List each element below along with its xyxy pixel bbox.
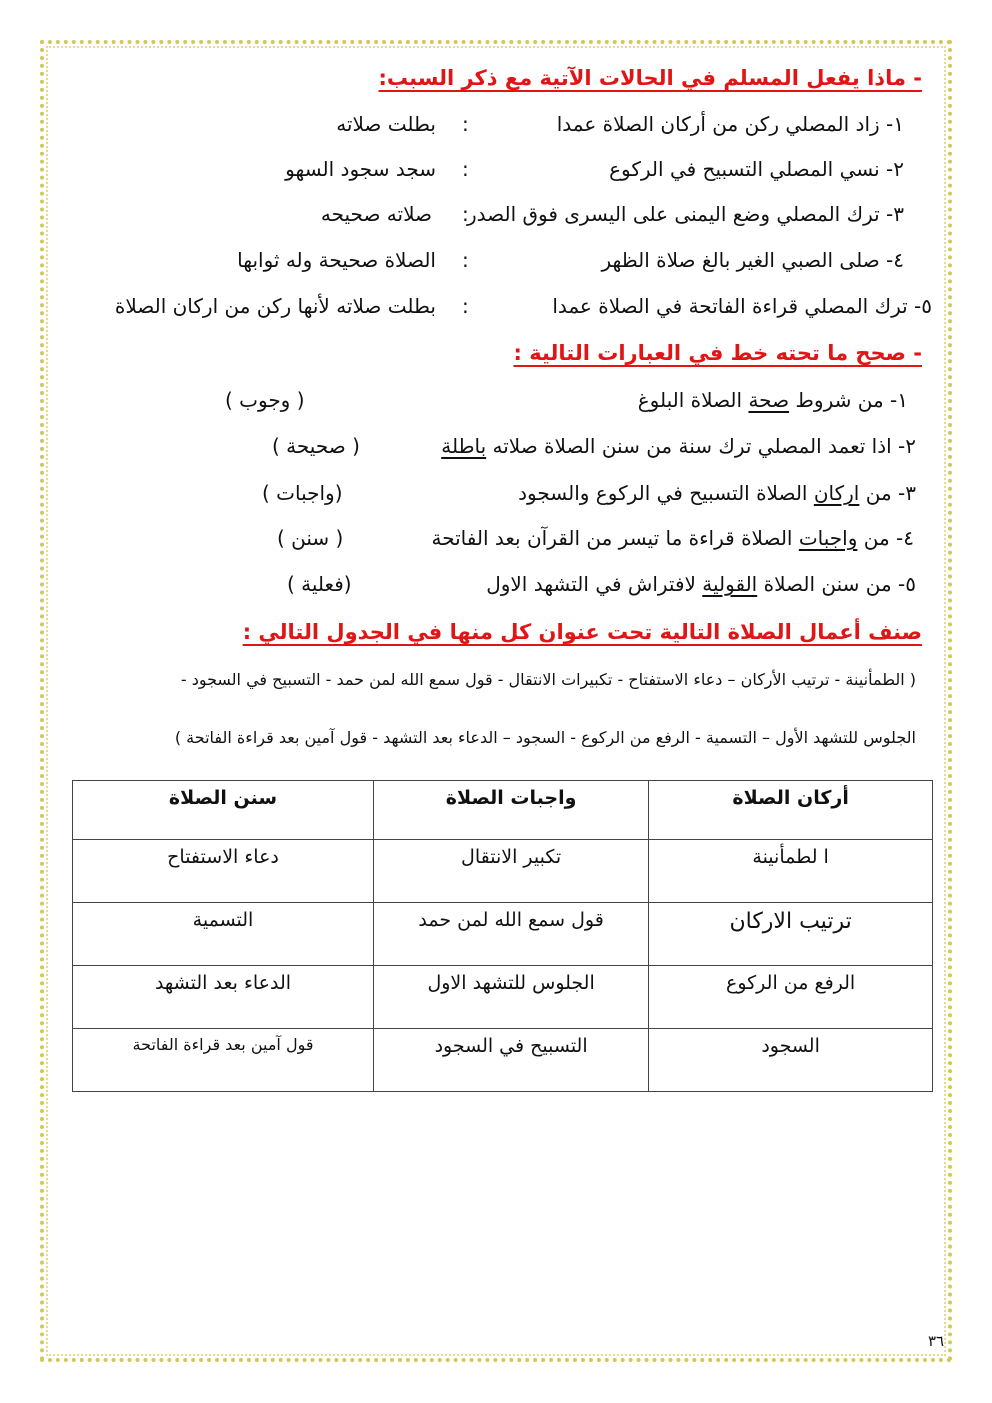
table-row: [73, 840, 933, 903]
header-obligations: واجبات الصلاة: [374, 781, 649, 840]
table-cell: التسبيح في السجود: [374, 1029, 649, 1092]
options-line-1: ( الطمأنينة - ترتيب الأركان – دعاء الاستفتاح - تكبيرات الانتقال - قول سمع الله لمن حمد - التسبيح في السجود -: [180, 670, 916, 689]
s2-correction-2: ( صحيحة ): [272, 434, 360, 458]
s2-correction-3: (واجبات ): [262, 481, 343, 505]
table-cell: السجود: [649, 1029, 933, 1092]
s2-correction-1: ( وجوب ): [225, 388, 305, 412]
s2-statement-5: ٥- من سنن الصلاة القولية لافتراش في التشهد الاول: [486, 572, 916, 596]
s2-correction-4: ( سنن ): [277, 526, 344, 550]
s2-underlined-1: صحة: [748, 388, 790, 412]
s1-answer-3: صلاته صحيحه: [320, 202, 432, 226]
s2-underlined-2: باطلة: [441, 434, 487, 458]
s1-answer-1: بطلت صلاته: [336, 112, 436, 136]
s2-statement-2: ٢- اذا تعمد المصلي ترك سنة من سنن الصلاة صلاته باطلة: [441, 434, 916, 458]
s1-colon: :: [462, 157, 469, 181]
s2-underlined-4: واجبات: [798, 526, 858, 550]
s1-colon: :: [462, 112, 469, 136]
s2-statement-4: ٤- من واجبات الصلاة قراءة ما تيسر من القرآن بعد الفاتحة: [431, 526, 914, 550]
section2-title: - صحح ما تحته خط في العبارات التالية :: [513, 341, 922, 365]
s1-answer-2: سجد سجود السهو: [285, 157, 436, 181]
s2-underlined-3: اركان: [813, 481, 860, 505]
table-cell: تكبير الانتقال: [374, 840, 649, 903]
header-sunnahs: سنن الصلاة: [73, 781, 374, 840]
s1-question-3: ٣- ترك المصلي وضع اليمنى على اليسرى فوق الصدر: [467, 202, 904, 226]
table-cell: الرفع من الركوع: [649, 966, 933, 1029]
table-cell: قول آمين بعد قراءة الفاتحة: [73, 1029, 374, 1092]
classification-table: [72, 780, 933, 1092]
table-cell: قول سمع الله لمن حمد: [374, 903, 649, 966]
table-header-row: [73, 781, 933, 840]
s1-answer-5: بطلت صلاته لأنها ركن من اركان الصلاة: [114, 294, 436, 318]
section1-title: - ماذا يفعل المسلم في الحالات الآتية مع ذكر السبب:: [378, 66, 922, 90]
table-row: [73, 1029, 933, 1092]
s1-colon: :: [462, 202, 469, 226]
table-cell: الدعاء بعد التشهد: [73, 966, 374, 1029]
s1-question-4: ٤- صلى الصبي الغير بالغ صلاة الظهر: [601, 248, 904, 272]
s2-statement-3: ٣- من اركان الصلاة التسبيح في الركوع والسجود: [518, 481, 916, 505]
section3-title: صنف أعمال الصلاة التالية تحت عنوان كل منها في الجدول التالي :: [242, 620, 922, 644]
s1-question-5: ٥- ترك المصلي قراءة الفاتحة في الصلاة عمدا: [552, 294, 932, 318]
table-cell: التسمية: [73, 903, 374, 966]
table-cell: الجلوس للتشهد الاول: [374, 966, 649, 1029]
s1-colon: :: [462, 294, 469, 318]
options-line-2: الجلوس للتشهد الأول – التسمية - الرفع من الركوع - السجود – الدعاء بعد التشهد - قول آمين بعد قراءة الفاتحة ): [174, 728, 916, 747]
table-cell: ترتيب الاركان: [649, 903, 933, 966]
s1-answer-4: الصلاة صحيحة وله ثوابها: [237, 248, 436, 272]
header-pillars: أركان الصلاة: [649, 781, 933, 840]
page-number: ٣٦: [928, 1332, 945, 1350]
s2-statement-1: ١- من شروط صحة الصلاة البلوغ: [637, 388, 908, 412]
s1-colon: :: [462, 248, 469, 272]
s2-underlined-5: القولية: [702, 572, 758, 596]
table-cell: دعاء الاستفتاح: [73, 840, 374, 903]
s1-question-2: ٢- نسي المصلي التسبيح في الركوع: [609, 157, 904, 181]
s1-question-1: ١- زاد المصلي ركن من أركان الصلاة عمدا: [556, 112, 904, 136]
table-cell: ا لطمأنينة: [649, 840, 933, 903]
table-row: [73, 903, 933, 966]
table-row: [73, 966, 933, 1029]
page-border: [40, 40, 952, 1362]
s2-correction-5: (فعلية ): [287, 572, 352, 596]
